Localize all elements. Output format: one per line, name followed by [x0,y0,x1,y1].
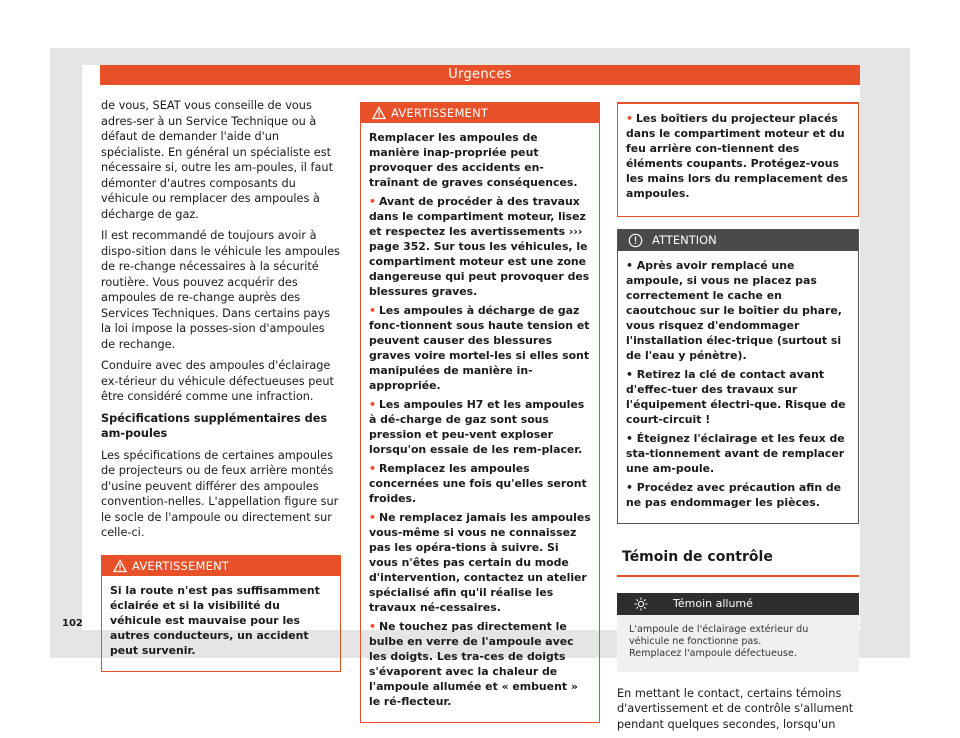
warning-text: Si la route n'est pas suffisamment éclairée et si la visibilité du véhicule est mauvaise pour les autres conducteurs, un accident peut survenir. [110,583,320,657]
warning-bullet: • Les ampoules à décharge de gaz fonc-tionnent sous haute tension et peuvent causer des blessures graves voire mortel-les si elles sont manipulées de manière in-appropriée. [369,304,590,392]
bullet-icon: • [626,112,633,125]
warning-bullet: • Les ampoules H7 et les ampoules à dé-charge de gaz sont sous pression et peu-vent exploser lorsqu'on essaie de les rem-placer. [369,398,585,456]
warning-triangle-icon [113,559,127,573]
bullet-icon: • [626,259,637,272]
bullet-icon: • [369,304,376,317]
exclamation-circle-icon [628,233,643,248]
warning-continuation [617,102,859,217]
section-title: Témoin de contrôle [617,546,859,577]
paragraph: Les spécifications de certaines ampoules de projecteurs ou de feux arrière montés d'usine peuvent différer des ampoules convention-nelles. L'appellation figure sur le socle de l'ampoule ou directement sur celle-ci. [101,448,339,539]
attention-bullet: • Après avoir remplacé une ampoule, si vous ne placez pas correctement le cache en caoutchouc sur le boîtier du phare, vous risquez d'endommager l'installation élec-trique (surtout si de l'eau y pénètre). [626,259,842,362]
warning-intro: Remplacer les ampoules de manière inap-propriée peut provoquer des accidents en-traînant de graves conséquences. [369,131,578,189]
attention-header [618,230,858,251]
sun-lamp-icon [634,597,648,611]
attention-bullet: • Procédez avec précaution afin de ne pas endommager les pièces. [626,481,842,509]
warning-box [101,555,341,672]
warning-body [361,123,599,722]
bullet-icon: • [369,620,376,633]
bullet-icon: • [626,368,637,381]
bullet-icon: • [369,195,376,208]
warning-header [102,556,340,576]
chapter-title: Urgences [448,67,512,82]
paragraph: de vous, SEAT vous conseille de vous adres-ser à un Service Technique ou à défaut de demander l'aide d'un spécialiste. En général un spécialiste est nécessaire si, outre les am-poules, il faut démonter d'autres composants du véhicule ou remplacer des ampoules à décharge de gaz. [101,99,334,221]
warning-bullet: • Ne touchez pas directement le bulbe en verre de l'ampoule avec les doigts. Les tra-ces de doigts s'évaporent avec la chaleur de l'ampoule allumée et « embuent » le ré-flecteur. [369,620,578,708]
warning-title: AVERTISSEMENT [132,558,230,573]
chapter-header [100,65,860,85]
paragraph: Conduire avec des ampoules d'éclairage ex-térieur du véhicule défectueuses peut être considéré comme une infraction. [101,359,334,403]
warning-title: AVERTISSEMENT [391,106,489,120]
control-lamp-text: L'ampoule de l'éclairage extérieur du véhicule ne fonctionne pas. [629,623,809,647]
subheading: Spécifications supplémentaires des am-poules [101,411,328,440]
control-lamp-text: Remplacez l'ampoule défectueuse. [629,647,797,659]
bullet-icon: • [369,462,376,475]
warning-bullet: • Remplacez les ampoules concernées une fois qu'elles seront froides. [369,462,587,505]
warning-box [360,102,600,723]
control-lamp-body [617,615,859,672]
bullet-icon: • [369,511,376,524]
column-3 [617,102,859,738]
bullet-icon: • [369,398,376,411]
warning-bullet: • Les boîtiers du projecteur placés dans le compartiment moteur et du feu arrière con-tiennent des éléments coupants. Protégez-vous les mains lors du remplacement des ampoules. [626,112,849,200]
attention-title: ATTENTION [652,233,717,247]
warning-triangle-icon [372,106,386,120]
warning-header [361,103,599,123]
paragraph: Il est recommandé de toujours avoir à dispo-sition dans le véhicule les ampoules de re-change nécessaires à la sécurité routière. Vous pouvez acquérir des ampoules de re-change auprès des Services Techniques. Dans certains pays la loi impose la posses-sion d'ampoules de rechange. [101,229,340,351]
warning-body [102,576,340,671]
bullet-icon: • [626,432,637,445]
control-lamp-header [617,593,859,615]
warning-bullet: • Ne remplacez jamais les ampoules vous-même si vous ne connaissez pas les opéra-tions à suivre. Si vous n'êtes pas certain du mode d'intervention, contactez un atelier spécialisé afin qu'il réalise les travaux né-cessaires. [369,511,591,614]
control-lamp-box [617,593,859,672]
attention-bullet: • Éteignez l'éclairage et les feux de sta-tionnement avant de remplacer une am-poule. [626,432,845,475]
attention-bullet: • Retirez la clé de contact avant d'effec-tuer des travaux sur l'équipement électri-que. Risque de court-circuit ! [626,368,846,426]
page-number: 102 [62,618,83,629]
bullet-icon: • [626,481,637,494]
attention-body [618,251,858,523]
paragraph: En mettant le contact, certains témoins d'avertissement et de contrôle s'allument pendant quelques secondes, lorsqu'un [617,686,854,731]
column-1 [101,98,341,672]
column-2 [360,102,600,723]
warning-bullet: • Avant de procéder à des travaux dans le compartiment moteur, lisez et respectez les avertissements ››› page 352. Sur tous les véhicules, le compartiment moteur est une zone dangereuse qui peut provoquer des blessures graves. [369,195,590,298]
attention-box [617,229,859,524]
control-lamp-title: Témoin allumé [673,596,753,610]
